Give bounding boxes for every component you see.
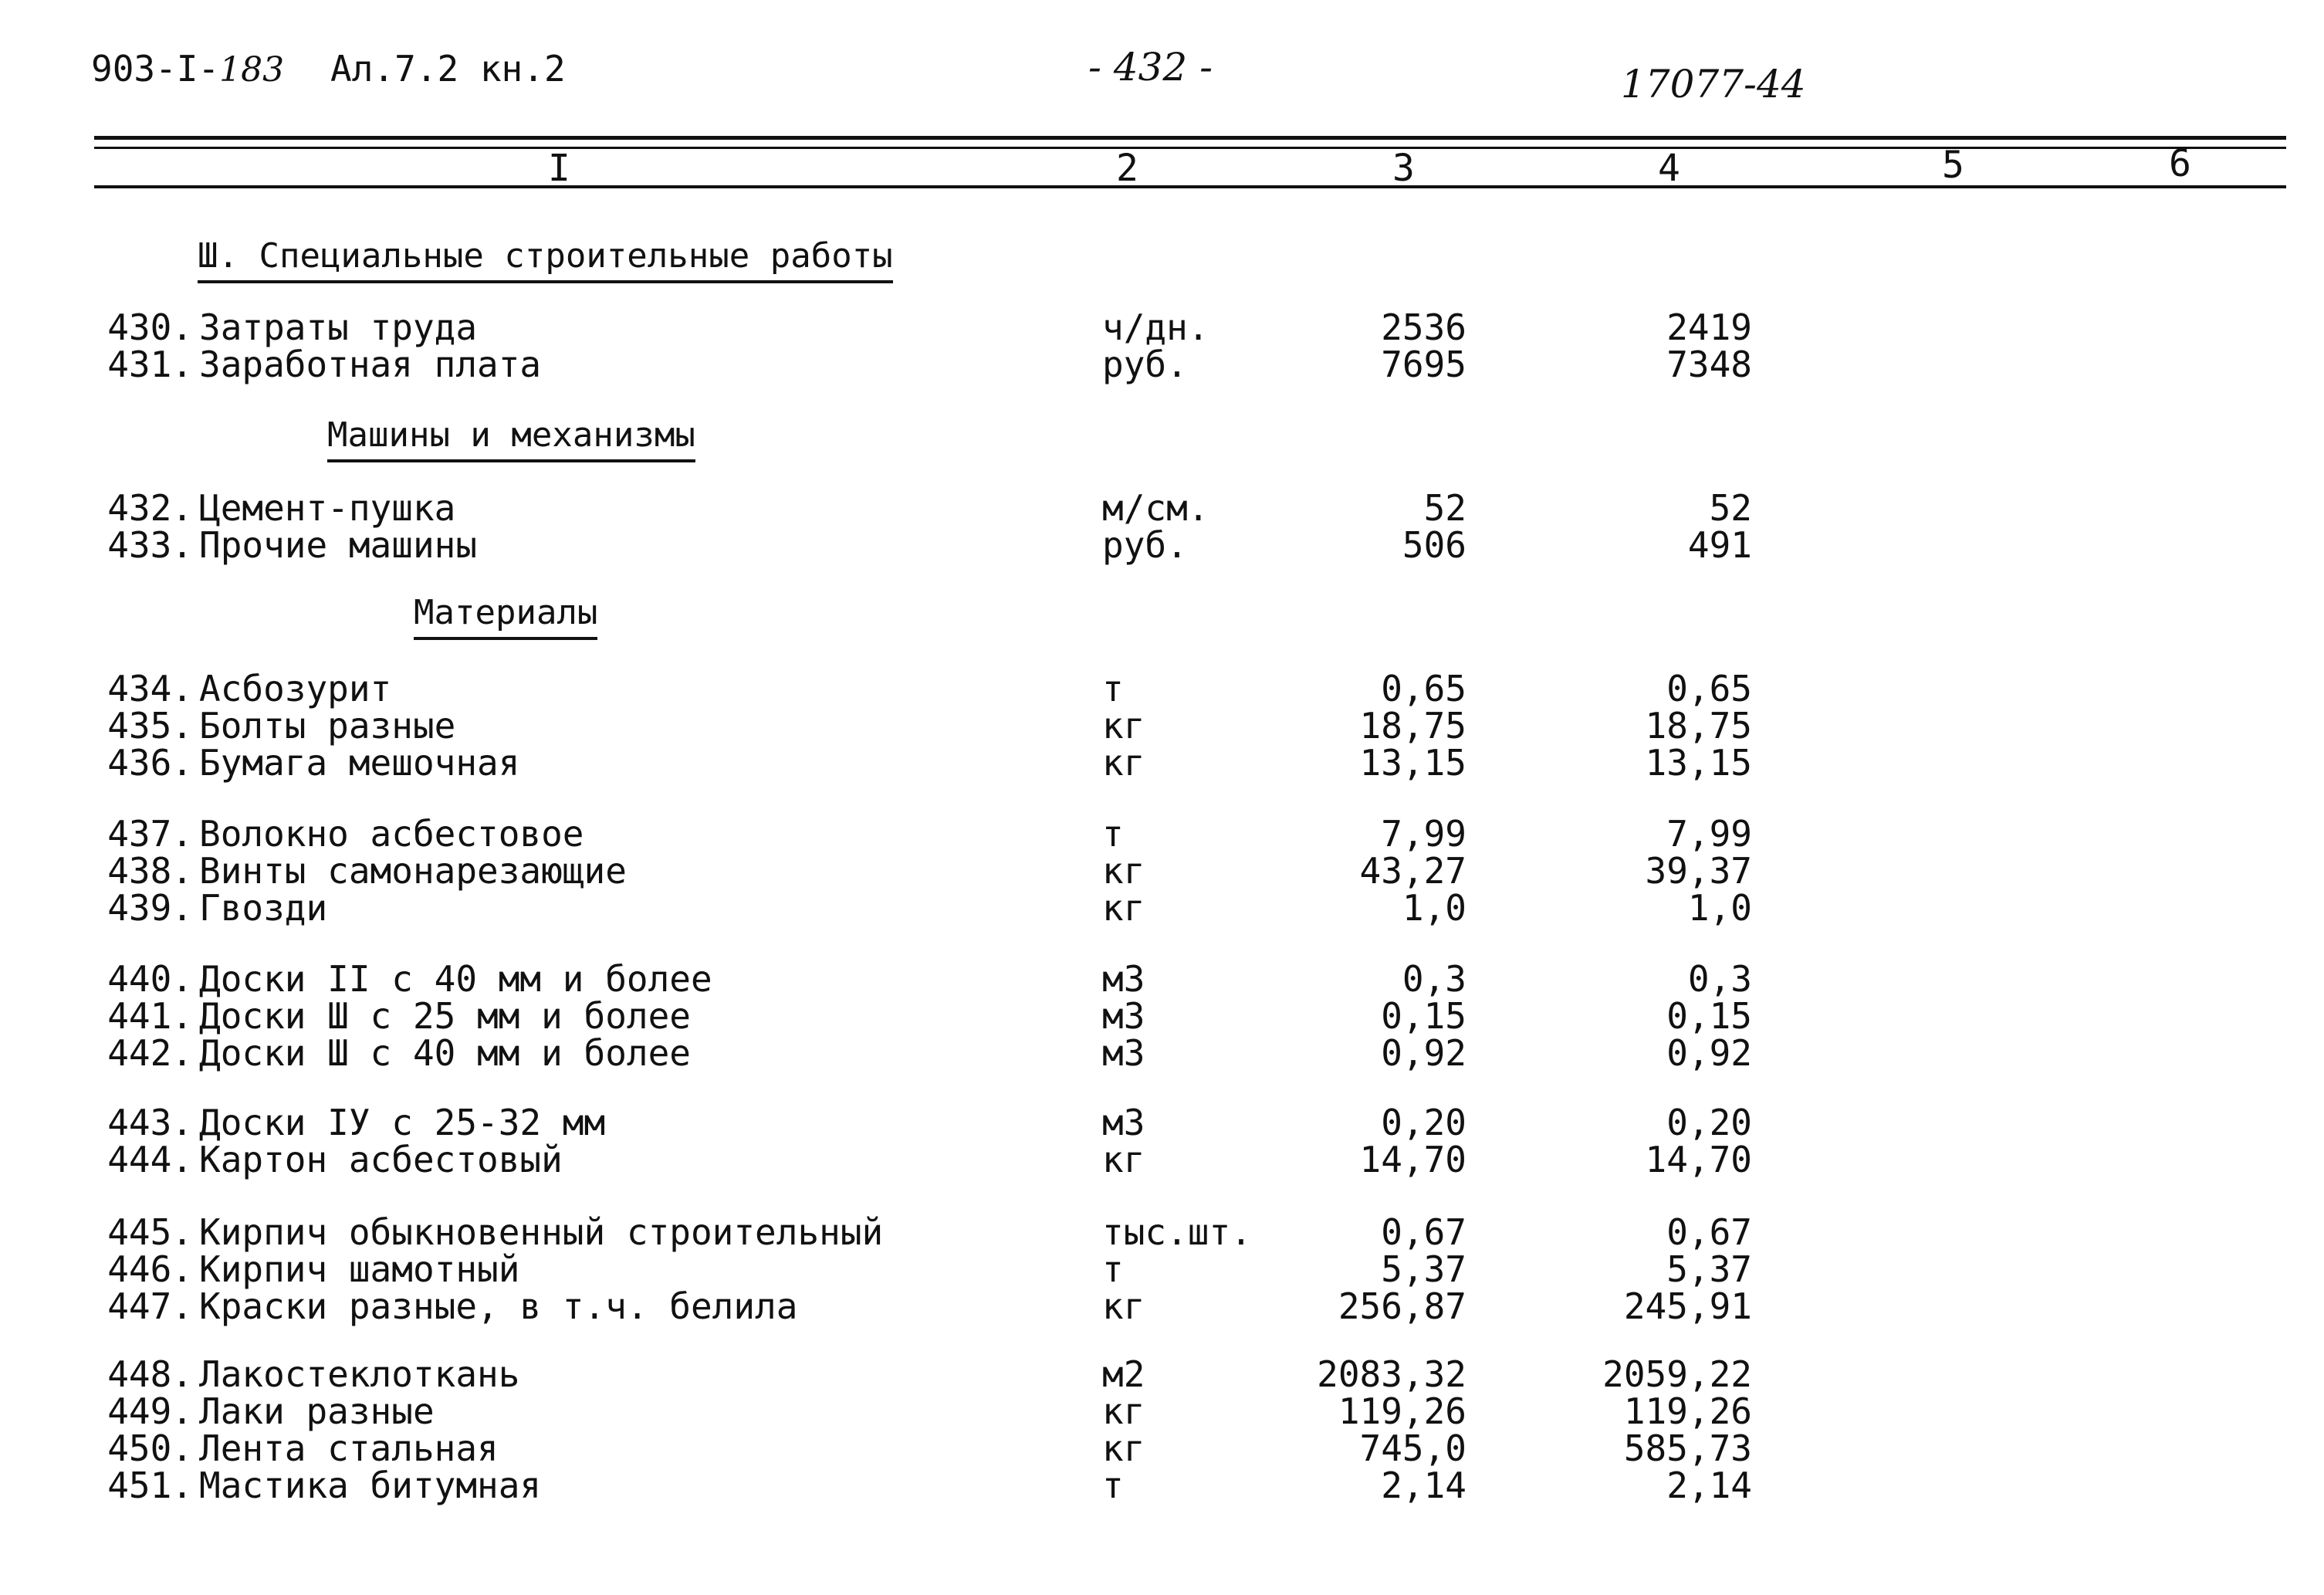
row-value-col3: 256,87 [1338, 1285, 1466, 1327]
table-row [0, 1211, 2324, 1253]
row-name: Краски разные, в т.ч. белила [199, 1285, 798, 1327]
row-number: 448. [107, 1353, 193, 1395]
row-number: 434. [107, 668, 193, 709]
row-value-col3: 13,15 [1359, 742, 1466, 784]
row-name: Лента стальная [199, 1427, 499, 1469]
row-unit: кг [1102, 1139, 1145, 1180]
row-value-col3: 7,99 [1381, 813, 1466, 855]
row-unit: тыс.шт. [1102, 1211, 1252, 1253]
table-row [0, 1427, 2324, 1469]
section-heading-machines: Машины и механизмы [327, 415, 695, 462]
row-name: Картон асбестовый [199, 1139, 563, 1180]
row-name: Мастика битумная [199, 1465, 542, 1506]
row-name: Кирпич шамотный [199, 1248, 520, 1290]
row-value-col4: 585,73 [1623, 1427, 1752, 1469]
row-number: 438. [107, 850, 193, 892]
table-row [0, 813, 2324, 855]
row-number: 437. [107, 813, 193, 855]
page-number: - 432 - [1088, 45, 1213, 90]
row-unit: т [1102, 1248, 1124, 1290]
row-name: Доски Ш с 40 мм и более [199, 1032, 691, 1074]
row-name: Заработная плата [199, 344, 542, 385]
table-row [0, 850, 2324, 892]
document-code-handwritten: 183 [219, 50, 285, 90]
row-name: Доски IУ с 25-32 мм [199, 1102, 606, 1143]
reference-number: 17077-44 [1621, 62, 1806, 107]
row-value-col3: 1,0 [1402, 887, 1466, 929]
row-value-col3: 14,70 [1359, 1139, 1466, 1180]
row-unit: руб. [1102, 344, 1188, 385]
row-name: Лаки разные [199, 1390, 435, 1432]
row-name: Асбозурит [199, 668, 392, 709]
row-unit: кг [1102, 1390, 1145, 1432]
row-value-col4: 491 [1687, 524, 1752, 566]
row-unit: кг [1102, 850, 1145, 892]
table-row [0, 1285, 2324, 1327]
row-unit: м3 [1102, 1032, 1145, 1074]
row-unit: м3 [1102, 1102, 1145, 1143]
row-number: 439. [107, 887, 193, 929]
row-value-col4: 2059,22 [1602, 1353, 1752, 1395]
table-row [0, 1467, 2324, 1504]
table-row [0, 306, 2324, 348]
row-name: Бумага мешочная [199, 742, 520, 784]
row-number: 440. [107, 958, 193, 1000]
document-code [91, 48, 284, 90]
row-unit: кг [1102, 887, 1145, 929]
table-row [0, 1141, 2324, 1178]
row-name: Цемент-пушка [199, 487, 456, 529]
row-number: 430. [107, 306, 193, 348]
table-row [0, 1353, 2324, 1395]
row-unit: руб. [1102, 524, 1188, 566]
column-header-2: 2 [1116, 147, 1138, 190]
row-value-col4: 14,70 [1645, 1139, 1752, 1180]
row-value-col4: 2419 [1666, 306, 1752, 348]
table-top-rule-upper [94, 136, 2286, 140]
row-name: Болты разные [199, 705, 456, 747]
row-value-col3: 506 [1402, 524, 1466, 566]
table-row [0, 1032, 2324, 1074]
row-value-col4: 0,92 [1666, 1032, 1752, 1074]
row-unit: т [1102, 813, 1124, 855]
row-number: 432. [107, 487, 193, 529]
row-number: 435. [107, 705, 193, 747]
row-number: 441. [107, 995, 193, 1037]
row-number: 445. [107, 1211, 193, 1253]
row-number: 436. [107, 742, 193, 784]
column-header-6: 6 [2169, 142, 2191, 185]
document-code-printed: 903-I- [91, 48, 220, 90]
row-value-col3: 0,20 [1381, 1102, 1466, 1143]
row-value-col3: 52 [1423, 487, 1466, 529]
row-unit: кг [1102, 1285, 1145, 1327]
row-number: 450. [107, 1427, 193, 1469]
row-value-col3: 2536 [1381, 306, 1466, 348]
row-unit: кг [1102, 742, 1145, 784]
row-name: Гвозди [199, 887, 328, 929]
table-row [0, 887, 2324, 929]
row-number: 442. [107, 1032, 193, 1074]
column-header-1: I [548, 147, 570, 190]
column-header-3: 3 [1392, 147, 1415, 190]
row-value-col3: 745,0 [1359, 1427, 1466, 1469]
row-name: Лакостеклоткань [199, 1353, 520, 1395]
row-name: Прочие машины [199, 524, 478, 566]
table-row [0, 1390, 2324, 1432]
table-row [0, 524, 2324, 566]
row-number: 446. [107, 1248, 193, 1290]
column-header-5: 5 [1942, 144, 1964, 187]
row-value-col3: 2,14 [1381, 1465, 1466, 1506]
row-value-col3: 18,75 [1359, 705, 1466, 747]
row-unit: кг [1102, 705, 1145, 747]
row-value-col4: 119,26 [1623, 1390, 1752, 1432]
section-heading-materials: Материалы [414, 593, 597, 640]
row-value-col4: 52 [1709, 487, 1752, 529]
row-name: Затраты труда [199, 306, 478, 348]
table-row [0, 489, 2324, 527]
row-unit: т [1102, 668, 1124, 709]
row-value-col4: 0,67 [1666, 1211, 1752, 1253]
table-row [0, 742, 2324, 784]
row-value-col4: 5,37 [1666, 1248, 1752, 1290]
row-value-col4: 0,3 [1687, 958, 1752, 1000]
row-value-col4: 7348 [1666, 344, 1752, 385]
row-value-col3: 2083,32 [1317, 1353, 1466, 1395]
table-row [0, 958, 2324, 1000]
row-value-col3: 43,27 [1359, 850, 1466, 892]
row-number: 443. [107, 1102, 193, 1143]
row-number: 451. [107, 1465, 193, 1506]
row-value-col3: 0,3 [1402, 958, 1466, 1000]
table-row [0, 1104, 2324, 1141]
row-name: Винты самонарезающие [199, 850, 627, 892]
row-unit: т [1102, 1465, 1124, 1506]
row-number: 433. [107, 524, 193, 566]
row-value-col4: 1,0 [1687, 887, 1752, 929]
row-unit: м/см. [1102, 487, 1209, 529]
row-unit: м2 [1102, 1353, 1145, 1395]
album-reference: Ал.7.2 кн.2 [330, 48, 566, 90]
row-value-col4: 2,14 [1666, 1465, 1752, 1506]
table-row [0, 346, 2324, 383]
row-number: 444. [107, 1139, 193, 1180]
row-value-col4: 18,75 [1645, 705, 1752, 747]
row-value-col3: 0,65 [1381, 668, 1466, 709]
row-value-col3: 0,15 [1381, 995, 1466, 1037]
row-unit: м3 [1102, 958, 1145, 1000]
row-value-col4: 13,15 [1645, 742, 1752, 784]
row-value-col3: 0,92 [1381, 1032, 1466, 1074]
row-name: Доски Ш с 25 мм и более [199, 995, 691, 1037]
row-value-col3: 0,67 [1381, 1211, 1466, 1253]
row-value-col4: 245,91 [1623, 1285, 1752, 1327]
table-row [0, 705, 2324, 747]
row-name: Доски II с 40 мм и более [199, 958, 712, 1000]
row-name: Волокно асбестовое [199, 813, 584, 855]
row-number: 431. [107, 344, 193, 385]
row-name: Кирпич обыкновенный строительный [199, 1211, 884, 1253]
table-row [0, 1248, 2324, 1290]
row-value-col3: 7695 [1381, 344, 1466, 385]
table-row [0, 997, 2324, 1035]
row-number: 449. [107, 1390, 193, 1432]
row-value-col4: 7,99 [1666, 813, 1752, 855]
column-header-4: 4 [1658, 147, 1680, 190]
row-value-col4: 0,65 [1666, 668, 1752, 709]
row-unit: ч/дн. [1102, 306, 1209, 348]
row-unit: м3 [1102, 995, 1145, 1037]
table-row [0, 670, 2324, 707]
row-value-col3: 5,37 [1381, 1248, 1466, 1290]
row-unit: кг [1102, 1427, 1145, 1469]
section-heading-special-works: Ш. Специальные строительные работы [198, 236, 893, 283]
row-value-col4: 0,15 [1666, 995, 1752, 1037]
row-value-col4: 39,37 [1645, 850, 1752, 892]
row-number: 447. [107, 1285, 193, 1327]
row-value-col4: 0,20 [1666, 1102, 1752, 1143]
row-value-col3: 119,26 [1338, 1390, 1466, 1432]
